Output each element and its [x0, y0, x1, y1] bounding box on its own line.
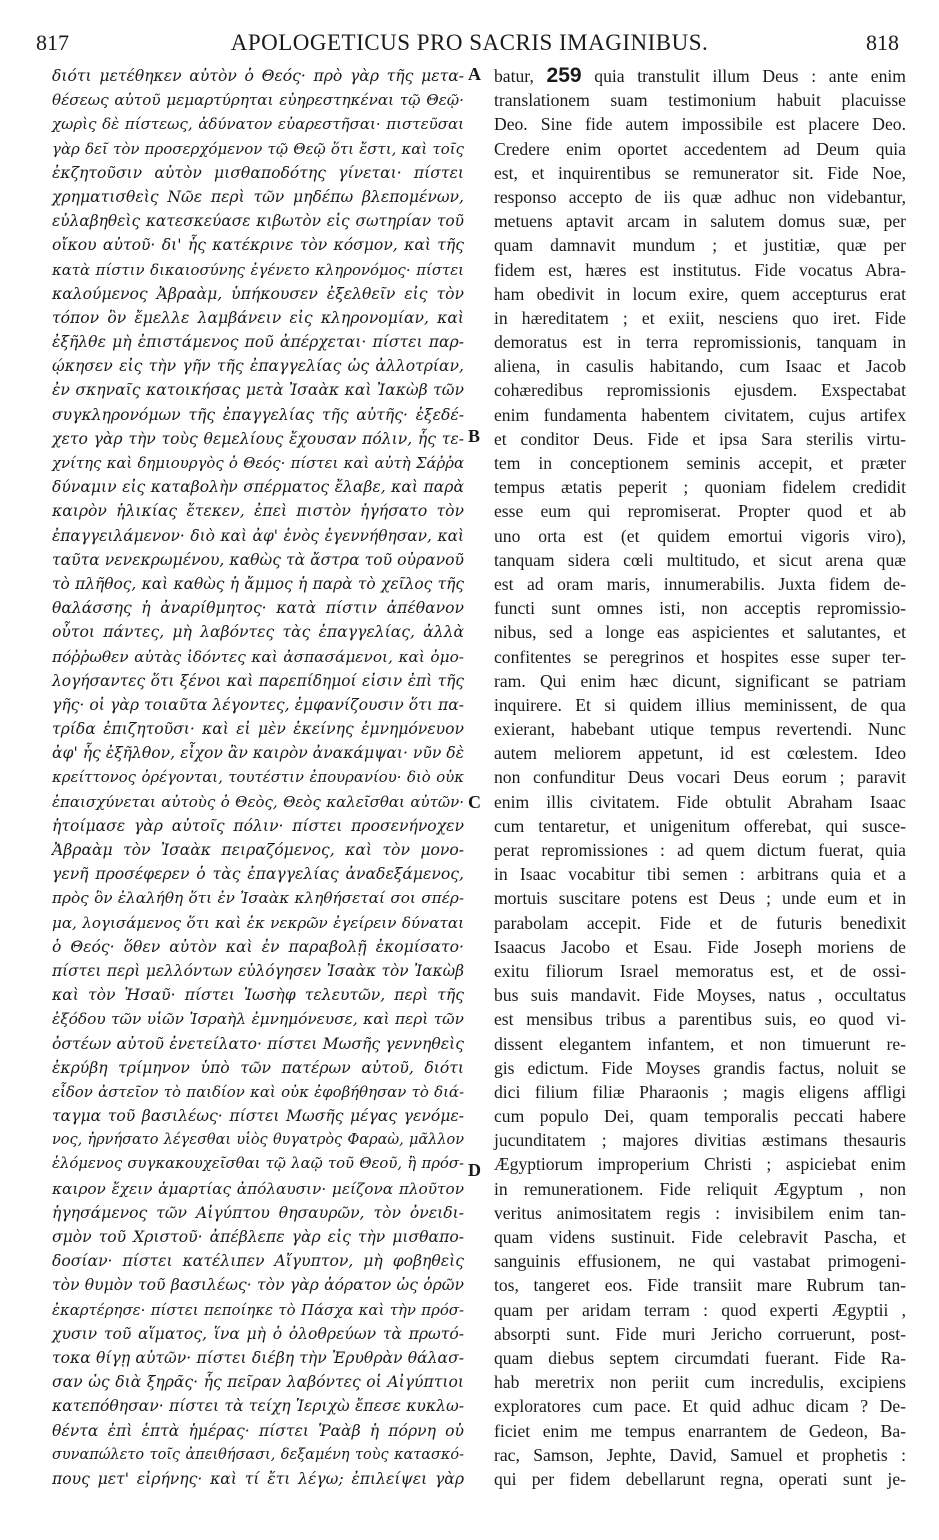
latin-text-line: tanquam sidera cœli multitudo, et sicut arena quæ: [494, 549, 906, 570]
greek-text-line: μα, λογισάμενος ὅτι καὶ ἐκ νεκρῶν ἐγείρειν δύναται: [52, 913, 464, 932]
latin-text-line: dici filium filiæ Pharaonis ; magis eligens affligi: [494, 1081, 906, 1102]
latin-text-line: uno orta est (et quidem emortui vigoris viro),: [494, 525, 906, 546]
latin-text-line: bus suis mandavit. Fide Moyses, natus , occultatus: [494, 985, 906, 1006]
latin-text-line: in remunerationem. Fide reliquit Ægyptum , non: [494, 1178, 906, 1199]
greek-text-line: καλούμενος Ἀβραὰμ, ὑπήκουσεν ἐξελθεῖν εἰς τὸν: [52, 284, 464, 303]
latin-text-line: in hæreditatem ; et exiit, nesciens quo iret. Fide: [494, 307, 906, 328]
greek-text-line: δοσίαν· πίστει κατέλιπεν Αἴγυπτον, μὴ φοβηθεὶς: [52, 1252, 464, 1271]
greek-text-line: Ἀβραὰμ τὸν Ἰσαὰκ πειραζόμενος, καὶ τὸν μονο-: [52, 841, 464, 859]
latin-text-line: qui per fidem debellarunt regna, operati sunt je-: [494, 1468, 906, 1489]
latin-text-line: mortuis suscitare potens est Deus ; unde eum et in: [494, 888, 906, 909]
latin-text-line: cum populo Dei, quam temporalis peccati habere: [494, 1106, 906, 1127]
greek-text-line: τὸ πλῆθος, καὶ καθὼς ἡ ἄμμος ἡ παρὰ τὸ χεῖλος τῆς: [52, 574, 464, 593]
greek-text-line: γὰρ δεῖ τὸν προσερχόμενον τῷ Θεῷ ὅτι ἔστι, καὶ τοῖς: [52, 139, 464, 158]
greek-text-line: χρηματισθεὶς Νῶε περὶ τῶν μηδέπω βλεπομένων,: [52, 187, 464, 206]
latin-text-line: in Isaac vocabitur tibi semen : arbitrans quia et a: [494, 864, 906, 885]
latin-text-line: exitu filiorum Israel memoratus est, et de ossi-: [494, 960, 906, 981]
page-number-left: 817: [36, 30, 69, 55]
greek-text-line: πίστει περὶ μελλόντων εὐλόγησεν Ἰσαὰκ τὸν Ἰακὼβ: [52, 961, 464, 980]
latin-text-line: tos, tangeret eos. Fide transiit mare Rubrum tan-: [494, 1275, 906, 1296]
greek-text-line: κρείττονος ὀρέγονται, τουτέστιν ἐπουρανίου· διὸ οὐκ: [52, 768, 464, 787]
latin-text-line: sanguinis effusionem, ne qui vastabat primogeni-: [494, 1251, 906, 1272]
greek-text-line: σμὸν τοῦ Χριστοῦ· ἀπέβλεπε γὰρ εἰς τὴν μισθαπο-: [52, 1228, 464, 1246]
greek-text-line: κατὰ πίστιν δικαιοσύνης ἐγένετο κληρονόμος· πίστει: [52, 260, 464, 279]
latin-text-line: Ægyptiorum improperium Christi ; aspiciebat enim: [494, 1154, 906, 1175]
latin-text-line: dissent elegantem infantem, et non timuerunt re-: [494, 1033, 906, 1054]
greek-text-line: διότι μετέθηκεν αὐτὸν ὁ Θεός· πρὸ γὰρ τῆς μετα-: [52, 67, 464, 85]
latin-text-line: veritus animositatem regis : invisibilem enim tan-: [494, 1202, 906, 1223]
greek-text-line: χνίτης καὶ δημιουργὸς ὁ Θεός· πίστει καὶ αὐτὴ Σάῤῥα: [52, 454, 464, 472]
greek-text-line: συγκληρονόμων τῆς ἐπαγγελίας τῆς αὐτῆς· ἐξεδέ-: [52, 405, 464, 424]
latin-text-line: est ad oram maris, innumerabilis. Juxta fidem de-: [494, 573, 906, 594]
greek-text-line: ταῦτα νενεκρωμένου, καθὼς τὰ ἄστρα τοῦ οὐρανοῦ: [52, 550, 464, 569]
greek-text-line: θαλάσσης ἡ ἀναρίθμητος· κατὰ πίστιν ἀπέθανον: [52, 599, 464, 618]
latin-text-line: cum tentaretur, et unigenitum offerebat, qui susce-: [494, 815, 906, 836]
margin-letter-a: A: [468, 64, 481, 84]
latin-text-line: est mensibus tribus a parentibus suis, eo quod vi-: [494, 1009, 906, 1030]
greek-text-line: συναπώλετο τοῖς ἀπειθήσασι, δεξαμένη τοὺς κατασκό-: [52, 1446, 464, 1463]
greek-text-line: ἐπαγγειλάμενον· διὸ καὶ ἀφ' ἑνὸς ἐγεννήθησαν, καὶ: [52, 526, 464, 545]
latin-text-line: parabolam accepit. Fide et de futuris benedixit: [494, 912, 906, 933]
latin-text-line: cohæredibus repromissionis ejusdem. Exspectabat: [494, 380, 906, 401]
greek-text-line: ταγμα τοῦ βασιλέως· πίστει Μωσῆς μέγας γενόμε-: [52, 1107, 464, 1126]
latin-text-line: quam videns sustinuit. Fide celebravit Pascha, et: [494, 1227, 906, 1247]
greek-text-line: ἐν σκηναῖς κατοικήσας μετὰ Ἰσαὰκ καὶ Ἰακὼβ τῶν: [52, 381, 464, 400]
latin-text-line: tem in conceptionem seminis accepit, et præter: [494, 453, 906, 473]
latin-text-line: Isaacus Jacobo et Esau. Fide Joseph moriens de: [494, 936, 906, 957]
greek-text-line: τόπον ὃν ἔμελλε λαμβάνειν εἰς κληρονομίαν, καὶ: [52, 308, 464, 327]
latin-text-line: absorpti sunt. Fide muri Jericho corruerunt, post-: [494, 1323, 906, 1344]
page-number-right: 818: [866, 30, 899, 55]
latin-text-line: ham obedivit in locum exire, quem accepturus erat: [494, 283, 906, 304]
greek-column: [52, 64, 464, 1491]
greek-text-line: ἡτοίμασε γὰρ αὐτοῖς πόλιν· πίστει προσενήνοχεν: [52, 816, 464, 835]
latin-text-line: Credere enim oportet accedentem ad Deum quia: [494, 138, 906, 159]
greek-text-line: θέσεως αὐτοῦ μεμαρτύρηται εὐηρεστηκέναι τῷ Θεῷ·: [52, 91, 464, 110]
greek-text-line: χυσιν τοῦ αἵματος, ἵνα μὴ ὁ ὀλοθρεύων τὰ πρωτό-: [52, 1324, 464, 1343]
latin-text-line: exploratores cum pace. Et quid adhuc dicam ? De-: [494, 1396, 906, 1417]
greek-text-line: καιρον ἔχειν ἁμαρτίας ἀπόλαυσιν· μείζονα πλοῦτον: [52, 1179, 464, 1198]
greek-text-line: ὀστέων αὐτοῦ ἐνετείλατο· πίστει Μωσῆς γεννηθεὶς: [52, 1034, 464, 1053]
greek-text-line: θέντα ἐπὶ ἑπτὰ ἡμέρας· πίστει Ῥαὰβ ἡ πόρνη οὐ: [52, 1421, 464, 1440]
greek-text-line: ἐκρύβη τρίμηνον ὑπὸ τῶν πατέρων αὐτοῦ, διότι: [52, 1058, 464, 1077]
margin-letter-d: D: [468, 1160, 481, 1180]
latin-text-line: enim illis civitatem. Fide obtulit Abraham Isaac: [494, 791, 906, 812]
running-title: APOLOGETICUS PRO SACRIS IMAGINIBUS.: [230, 30, 709, 55]
greek-text-line: κατεπόθησαν· πίστει τὰ τείχη Ἱεριχὼ ἔπεσε κυκλω-: [52, 1397, 464, 1416]
latin-text-line: quam per aridam terram : quod experti Ægyptii ,: [494, 1299, 906, 1320]
greek-text-line: εἶδον ἀστεῖον τὸ παιδίον καὶ οὐκ ἐφοβήθησαν τὸ διά-: [52, 1082, 464, 1101]
greek-text-line: νος, ἠρνήσατο λέγεσθαι υἱὸς θυγατρὸς Φαραὼ, μᾶλλον: [52, 1132, 464, 1149]
margin-letter-c: C: [468, 792, 481, 812]
greek-text-line: ἐκαρτέρησε· πίστει πεποίηκε τὸ Πάσχα καὶ τὴν πρόσ-: [52, 1300, 464, 1319]
latin-column: [494, 64, 906, 1491]
greek-text-line: ἐκζητοῦσιν αὐτὸν μισθαποδότης γίνεται· πίστει: [52, 163, 464, 182]
latin-text-line: enim fundamenta habentem civitatem, cujus artifex: [494, 404, 906, 425]
latin-text-line: tempus ætatis peperit ; quoniam fidelem credidit: [494, 477, 906, 498]
latin-text-line: responso accepto de iis quæ adhuc non videbantur,: [494, 186, 906, 207]
greek-text-line: ἑλόμενος συγκακουχεῖσθαι τῷ λαῷ τοῦ Θεοῦ, ἢ πρόσ-: [52, 1155, 464, 1173]
latin-text-line: confitentes se peregrinos et hospites esse super ter-: [494, 646, 906, 667]
latin-text-line: ram. Qui enim hæc dicunt, significant se patriam: [494, 670, 906, 691]
greek-text-line: τὸν θυμὸν τοῦ βασιλέως· τὸν γὰρ ἀόρατον ὡς ὁρῶν: [52, 1276, 464, 1295]
latin-text-line: functi sunt omnes isti, non acceptis repromissio-: [494, 598, 906, 619]
latin-text-line: et conditor Deus. Fide et ipsa Sara sterilis virtu-: [494, 428, 906, 449]
greek-text-line: δύναμιν εἰς καταβολὴν σπέρματος ἔλαβε, καὶ παρὰ: [52, 478, 464, 497]
greek-text-line: ἐπαισχύνεται αὐτοὺς ὁ Θεὸς, Θεὸς καλεῖσθαι αὐτῶν·: [52, 792, 464, 811]
greek-text-line: ἐξῆλθε μὴ ἐπιστάμενος ποῦ ἀπέρχεται· πίστει παρ-: [52, 333, 464, 352]
greek-text-line: λογήσαντες ὅτι ξένοι καὶ παρεπίδημοί εἰσιν ἐπὶ τῆς: [52, 671, 464, 690]
greek-text-line: οὗτοι πάντες, μὴ λαβόντες τὰς ἐπαγγελίας, ἀλλὰ: [52, 623, 464, 642]
greek-text-line: τρίδα ἐπιζητοῦσι· καὶ εἰ μὲν ἐκείνης ἐμνημόνευον: [52, 720, 464, 739]
latin-text-line: hab meretrix non periit cum incredulis, excipiens: [494, 1372, 906, 1393]
greek-text-line: πόῤῥωθεν αὐτὰς ἰδόντες καὶ ἀσπασάμενοι, καὶ ὁμο-: [52, 647, 464, 666]
greek-text-line: τοκα θίγῃ αὐτῶν· πίστει διέβη τὴν Ἐρυθρὰν θάλασ-: [52, 1348, 464, 1367]
latin-text-line: inquirere. Et si quidem illius meminissent, de qua: [494, 694, 906, 715]
latin-text-line: demoratus est in terra repromissionis, tanquam in: [494, 332, 906, 353]
greek-text-line: πους μετ' εἰρήνης· καὶ τί ἔτι λέγω; ἐπιλείψει γὰρ: [52, 1469, 464, 1488]
latin-text-line: nibus, sed a longe eas aspicientes et salutantes, et: [494, 622, 906, 643]
latin-text-line: quam damnavit mundum ; et justitiæ, quæ per: [494, 235, 906, 256]
column-number: 259: [546, 64, 582, 87]
greek-text-line: ἀφ' ἧς ἐξῆλθον, εἶχον ἂν καιρὸν ἀνακάμψαι· νῦν δὲ: [52, 744, 465, 763]
greek-text-line: χετο γὰρ τὴν τοὺς θεμελίους ἔχουσαν πόλιν, ἧς τε-: [52, 429, 464, 448]
greek-text-line: γῆς· οἱ γὰρ τοιαῦτα λέγοντες, ἐμφανίζουσιν ὅτι πα-: [52, 695, 464, 714]
greek-text-line: καὶ τὸν Ἡσαῦ· πίστει Ἰωσὴφ τελευτῶν, περὶ τῆς: [52, 986, 464, 1005]
latin-text-line: autem meliorem appetunt, id est cœlestem. Ideo: [494, 743, 906, 764]
latin-text-line: translationem suam testimonium habuit placuisse: [494, 90, 906, 111]
latin-text-line: esse eum qui repromiserat. Propter quod et ab: [494, 501, 906, 522]
greek-text-line: χωρὶς δὲ πίστεως, ἀδύνατον εὐαρεστῆσαι· πιστεῦσαι: [52, 115, 464, 134]
greek-text-line: γενῆ προσέφερεν ὁ τὰς ἐπαγγελίας ἀναδεξάμενος,: [52, 865, 464, 884]
latin-text-line: fidem est, hæres est institutus. Fide vocatus Abra-: [494, 259, 906, 280]
greek-text-line: πρὸς ὃν ἐλαλήθη ὅτι ἐν Ἰσαὰκ κληθήσεταί σοι σπέρ-: [52, 889, 464, 908]
latin-text-line: Deo. Sine fide autem impossibile est placere Deo.: [494, 114, 906, 135]
greek-text-line: σαν ὡς διὰ ξηρᾶς· ἧς πεῖραν λαβόντες οἱ Αἰγύπτιοι: [52, 1373, 464, 1392]
latin-text-line: exierant, habebant utique tempus revertendi. Nunc: [494, 719, 906, 740]
greek-text-line: ὁ Θεός· ὅθεν αὐτὸν καὶ ἐν παραβολῇ ἐκομίσατο·: [52, 937, 464, 956]
latin-text-line: gis edictum. Fide Moyses grandis factus, noluit se: [494, 1057, 906, 1078]
latin-text-line: est, et inquirentibus se remunerator sit. Fide Noe,: [494, 162, 906, 183]
greek-text-line: ῴκησεν εἰς τὴν γῆν τῆς ἐπαγγελίας ὡς ἀλλοτρίαν,: [52, 357, 464, 376]
latin-text-line: metuens aptavit arcam in salutem domus suæ, per: [494, 211, 906, 232]
greek-text-line: οἴκου αὐτοῦ· δι' ἧς κατέκρινε τὸν κόσμον, καὶ τῆς: [52, 236, 464, 255]
latin-text-line: perat repromissiones : ad quem dictum fuerat, quia: [494, 840, 906, 860]
margin-letter-b: B: [468, 426, 481, 446]
latin-text-line: jucunditatem ; majores divitias æstimans thesauris: [494, 1130, 906, 1151]
latin-text-line: batur, 259 quia transtulit illum Deus : ante enim: [494, 64, 906, 87]
greek-text-line: εὐλαβηθεὶς κατεσκεύασε κιβωτὸν εἰς σωτηρίαν τοῦ: [52, 212, 464, 231]
greek-text-line: ἡγησάμενος τῶν Αἰγύπτου θησαυρῶν, τὸν ὀνειδι-: [52, 1203, 464, 1222]
latin-text-line: non confunditur Deus vocari Deus eorum ; paravit: [494, 767, 906, 788]
latin-text-line: aliena, in casulis habitando, cum Isaac et Jacob: [494, 356, 906, 377]
latin-text-line: rac, Samson, Jephte, David, Samuel et prophetis :: [494, 1444, 906, 1465]
latin-text-line: quam diebus septem circumdati fuerant. Fide Ra-: [494, 1347, 906, 1368]
greek-text-line: καιρὸν ἡλικίας ἔτεκεν, ἐπεὶ πιστὸν ἡγήσατο τὸν: [52, 502, 464, 521]
latin-text-line: ficiet enim me tempus enarrantem de Gedeon, Ba-: [494, 1420, 906, 1441]
greek-text-line: ἐξόδου τῶν υἱῶν Ἰσραὴλ ἐμνημόνευσε, καὶ περὶ τῶν: [52, 1010, 464, 1029]
